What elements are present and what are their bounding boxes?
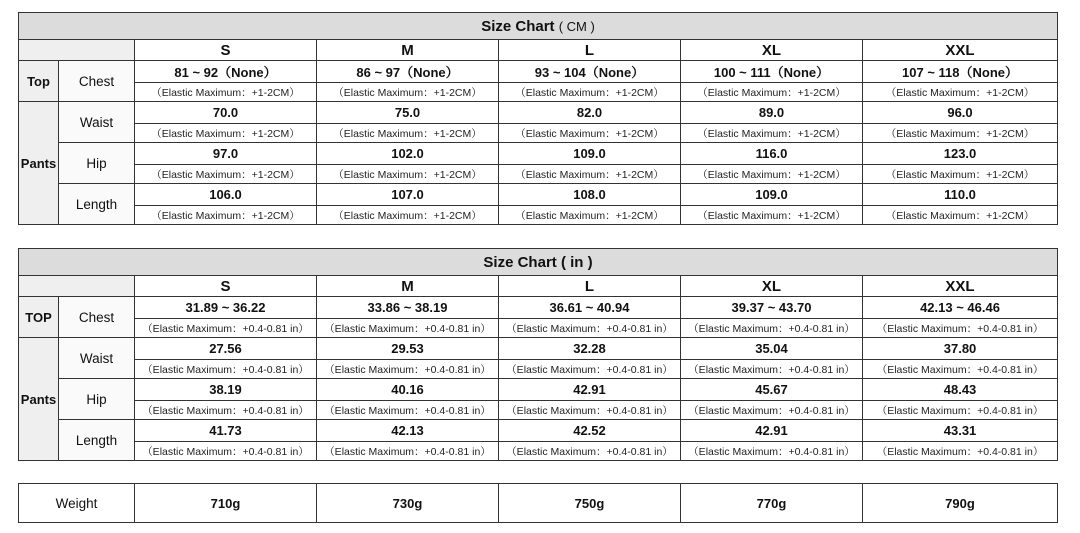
- elastic-note: （Elastic Maximum：+0.4-0.81 in）: [317, 360, 499, 379]
- table-cell: 42.13 ~ 46.46: [863, 297, 1058, 319]
- size-header-blank: [19, 40, 135, 61]
- measure-label-chest: Chest: [59, 61, 135, 102]
- table-cell: 81 ~ 92（None）: [135, 61, 317, 83]
- elastic-note: （Elastic Maximum：+0.4-0.81 in）: [135, 360, 317, 379]
- elastic-note: （Elastic Maximum：+1-2CM）: [863, 206, 1058, 225]
- elastic-note: （Elastic Maximum：+1-2CM）: [499, 165, 681, 184]
- size-chart-cm-table: [18, 12, 1058, 225]
- elastic-note: （Elastic Maximum：+1-2CM）: [681, 83, 863, 102]
- size-header-blank: [19, 276, 135, 297]
- table-cell: 33.86 ~ 38.19: [317, 297, 499, 319]
- table-cell: 41.73: [135, 420, 317, 442]
- table-cell: 39.37 ~ 43.70: [681, 297, 863, 319]
- elastic-note: （Elastic Maximum：+1-2CM）: [317, 206, 499, 225]
- size-header-xxl: XXL: [863, 276, 1058, 297]
- elastic-note: （Elastic Maximum：+1-2CM）: [135, 165, 317, 184]
- size-header-xl: XL: [681, 276, 863, 297]
- elastic-note: （Elastic Maximum：+0.4-0.81 in）: [499, 442, 681, 461]
- elastic-note: （Elastic Maximum：+0.4-0.81 in）: [499, 360, 681, 379]
- table-cell: 100 ~ 111（None）: [681, 61, 863, 83]
- weight-cell: 770g: [681, 484, 863, 523]
- table-cell: 110.0: [863, 184, 1058, 206]
- table-cell: 42.13: [317, 420, 499, 442]
- measure-label-waist: Waist: [59, 102, 135, 143]
- elastic-note: （Elastic Maximum：+0.4-0.81 in）: [317, 401, 499, 420]
- size-header-m: M: [317, 276, 499, 297]
- table-cell: 116.0: [681, 143, 863, 165]
- size-header-xxl: XXL: [863, 40, 1058, 61]
- elastic-note: （Elastic Maximum：+0.4-0.81 in）: [681, 360, 863, 379]
- elastic-note: （Elastic Maximum：+0.4-0.81 in）: [135, 442, 317, 461]
- measure-label-chest: Chest: [59, 297, 135, 338]
- elastic-note: （Elastic Maximum：+1-2CM）: [863, 165, 1058, 184]
- table-cell: 109.0: [681, 184, 863, 206]
- size-header-m: M: [317, 40, 499, 61]
- table-cell: 45.67: [681, 379, 863, 401]
- measure-label-hip: Hip: [59, 379, 135, 420]
- measure-label-waist: Waist: [59, 338, 135, 379]
- elastic-note: （Elastic Maximum：+0.4-0.81 in）: [135, 319, 317, 338]
- table-cell: 27.56: [135, 338, 317, 360]
- elastic-note: （Elastic Maximum：+0.4-0.81 in）: [499, 401, 681, 420]
- weight-label: Weight: [19, 484, 135, 523]
- table-cell: 42.52: [499, 420, 681, 442]
- elastic-note: （Elastic Maximum：+0.4-0.81 in）: [499, 319, 681, 338]
- table-cell: 40.16: [317, 379, 499, 401]
- weight-cell: 750g: [499, 484, 681, 523]
- elastic-note: （Elastic Maximum：+0.4-0.81 in）: [681, 319, 863, 338]
- table-cell: 107.0: [317, 184, 499, 206]
- table-cell: 36.61 ~ 40.94: [499, 297, 681, 319]
- elastic-note: （Elastic Maximum：+0.4-0.81 in）: [863, 442, 1058, 461]
- measure-label-hip: Hip: [59, 143, 135, 184]
- size-header-s: S: [135, 40, 317, 61]
- elastic-note: （Elastic Maximum：+1-2CM）: [499, 83, 681, 102]
- elastic-note: （Elastic Maximum：+1-2CM）: [681, 165, 863, 184]
- elastic-note: （Elastic Maximum：+1-2CM）: [317, 83, 499, 102]
- table-cell: 38.19: [135, 379, 317, 401]
- table-cell: 43.31: [863, 420, 1058, 442]
- table-cell: 123.0: [863, 143, 1058, 165]
- table-cell: 75.0: [317, 102, 499, 124]
- table-cell: 108.0: [499, 184, 681, 206]
- elastic-note: （Elastic Maximum：+1-2CM）: [863, 83, 1058, 102]
- table-cell: 35.04: [681, 338, 863, 360]
- table-cell: 82.0: [499, 102, 681, 124]
- top-group-label: Top: [19, 61, 59, 102]
- size-header-l: L: [499, 276, 681, 297]
- table-cell: 107 ~ 118（None）: [863, 61, 1058, 83]
- elastic-note: （Elastic Maximum：+0.4-0.81 in）: [317, 319, 499, 338]
- top-group-label: TOP: [19, 297, 59, 338]
- table-cell: 86 ~ 97（None）: [317, 61, 499, 83]
- table-cell: 96.0: [863, 102, 1058, 124]
- measure-label-length: Length: [59, 420, 135, 461]
- elastic-note: （Elastic Maximum：+0.4-0.81 in）: [863, 401, 1058, 420]
- elastic-note: （Elastic Maximum：+0.4-0.81 in）: [317, 442, 499, 461]
- size-header-xl: XL: [681, 40, 863, 61]
- pants-group-label: Pants: [19, 102, 59, 225]
- elastic-note: （Elastic Maximum：+1-2CM）: [681, 124, 863, 143]
- table-cell: 48.43: [863, 379, 1058, 401]
- elastic-note: （Elastic Maximum：+1-2CM）: [499, 124, 681, 143]
- elastic-note: （Elastic Maximum：+1-2CM）: [681, 206, 863, 225]
- elastic-note: （Elastic Maximum：+0.4-0.81 in）: [135, 401, 317, 420]
- elastic-note: （Elastic Maximum：+1-2CM）: [135, 83, 317, 102]
- in-table-title: Size Chart ( in ): [19, 249, 1058, 276]
- table-cell: 32.28: [499, 338, 681, 360]
- table-cell: 37.80: [863, 338, 1058, 360]
- table-cell: 93 ~ 104（None）: [499, 61, 681, 83]
- elastic-note: （Elastic Maximum：+0.4-0.81 in）: [681, 401, 863, 420]
- weight-table: [18, 483, 1058, 523]
- table-cell: 29.53: [317, 338, 499, 360]
- table-cell: 97.0: [135, 143, 317, 165]
- table-cell: 70.0: [135, 102, 317, 124]
- elastic-note: （Elastic Maximum：+1-2CM）: [317, 124, 499, 143]
- size-chart-in-table: [18, 248, 1058, 461]
- size-header-s: S: [135, 276, 317, 297]
- measure-label-length: Length: [59, 184, 135, 225]
- table-cell: 89.0: [681, 102, 863, 124]
- elastic-note: （Elastic Maximum：+1-2CM）: [499, 206, 681, 225]
- elastic-note: （Elastic Maximum：+0.4-0.81 in）: [863, 360, 1058, 379]
- table-cell: 42.91: [681, 420, 863, 442]
- elastic-note: （Elastic Maximum：+0.4-0.81 in）: [863, 319, 1058, 338]
- elastic-note: （Elastic Maximum：+0.4-0.81 in）: [681, 442, 863, 461]
- table-cell: 102.0: [317, 143, 499, 165]
- weight-cell: 710g: [135, 484, 317, 523]
- elastic-note: （Elastic Maximum：+1-2CM）: [135, 206, 317, 225]
- size-header-l: L: [499, 40, 681, 61]
- weight-cell: 790g: [863, 484, 1058, 523]
- table-cell: 109.0: [499, 143, 681, 165]
- weight-cell: 730g: [317, 484, 499, 523]
- elastic-note: （Elastic Maximum：+1-2CM）: [135, 124, 317, 143]
- elastic-note: （Elastic Maximum：+1-2CM）: [317, 165, 499, 184]
- elastic-note: （Elastic Maximum：+1-2CM）: [863, 124, 1058, 143]
- pants-group-label: Pants: [19, 338, 59, 461]
- table-cell: 42.91: [499, 379, 681, 401]
- cm-table-title: Size Chart ( CM ): [19, 13, 1058, 40]
- table-cell: 31.89 ~ 36.22: [135, 297, 317, 319]
- table-cell: 106.0: [135, 184, 317, 206]
